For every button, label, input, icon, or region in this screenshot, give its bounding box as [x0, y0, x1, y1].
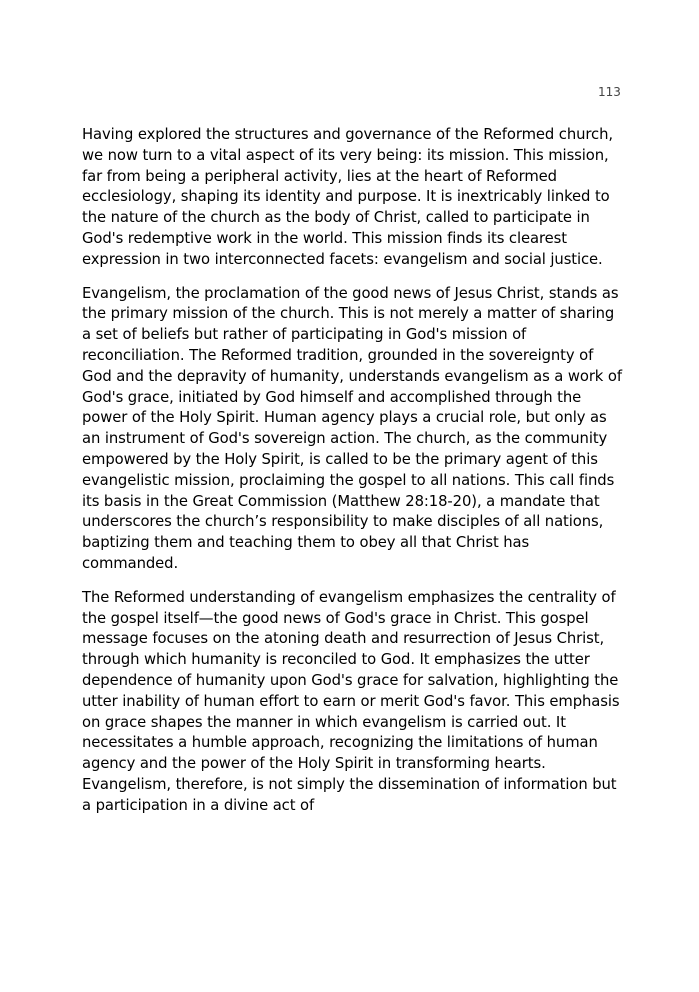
paragraph-evangelism: Evangelism, the proclamation of the good news of Jesus Christ, stands as the primary mission of the church. This is not merely a matter of sharing a set of beliefs but rather of participating in God's mission of reconciliation. The Reformed tradition, grounded in the sovereignty of God and the depravity of humanity, understands evangelism as a work of God's grace, initiated by God himself and accomplished through the power of the Holy Spirit. Human agency plays a crucial role, but only as an instrument of God's sovereign action. The church, as the community empowered by the Holy Spirit, is called to be the primary agent of this evangelistic mission, proclaiming the gospel to all nations. This call finds its basis in the Great Commission (Matthew 28:18-20), a mandate that underscores the church’s responsibility to make disciples of all nations, baptizing them and teaching them to obey all that Christ has commanded. [82, 284, 622, 572]
paragraph-mission-intro: Having explored the structures and governance of the Reformed church, we now turn to a vital aspect of its very being: its mission. This mission, far from being a peripheral activity, lies at the heart of Reformed ecclesiology, shaping its identity and purpose. It is inextricably linked to the nature of the church as the body of Christ, called to participate in God's redemptive work in the world. This mission finds its clearest expression in two interconnected facets: evangelism and social justice. [82, 126, 613, 268]
paragraph-reformed-understanding: The Reformed understanding of evangelism emphasizes the centrality of the gospel itself—the good news of God's grace in Christ. This gospel message focuses on the atoning death and resurrection of Jesus Christ, through which humanity is reconciled to God. It emphasizes the utter dependence of humanity upon God's grace for salvation, highlighting the utter inability of human effort to earn or merit God's favor. This emphasis on grace shapes the manner in which evangelism is carried out. It necessitates a humble approach, recognizing the limitations of human agency and the power of the Holy Spirit in transforming hearts. Evangelism, therefore, is not simply the dissemination of information but a participation in a divine act of [82, 588, 620, 814]
page-number: 113 [598, 85, 621, 99]
body-text [82, 125, 622, 830]
